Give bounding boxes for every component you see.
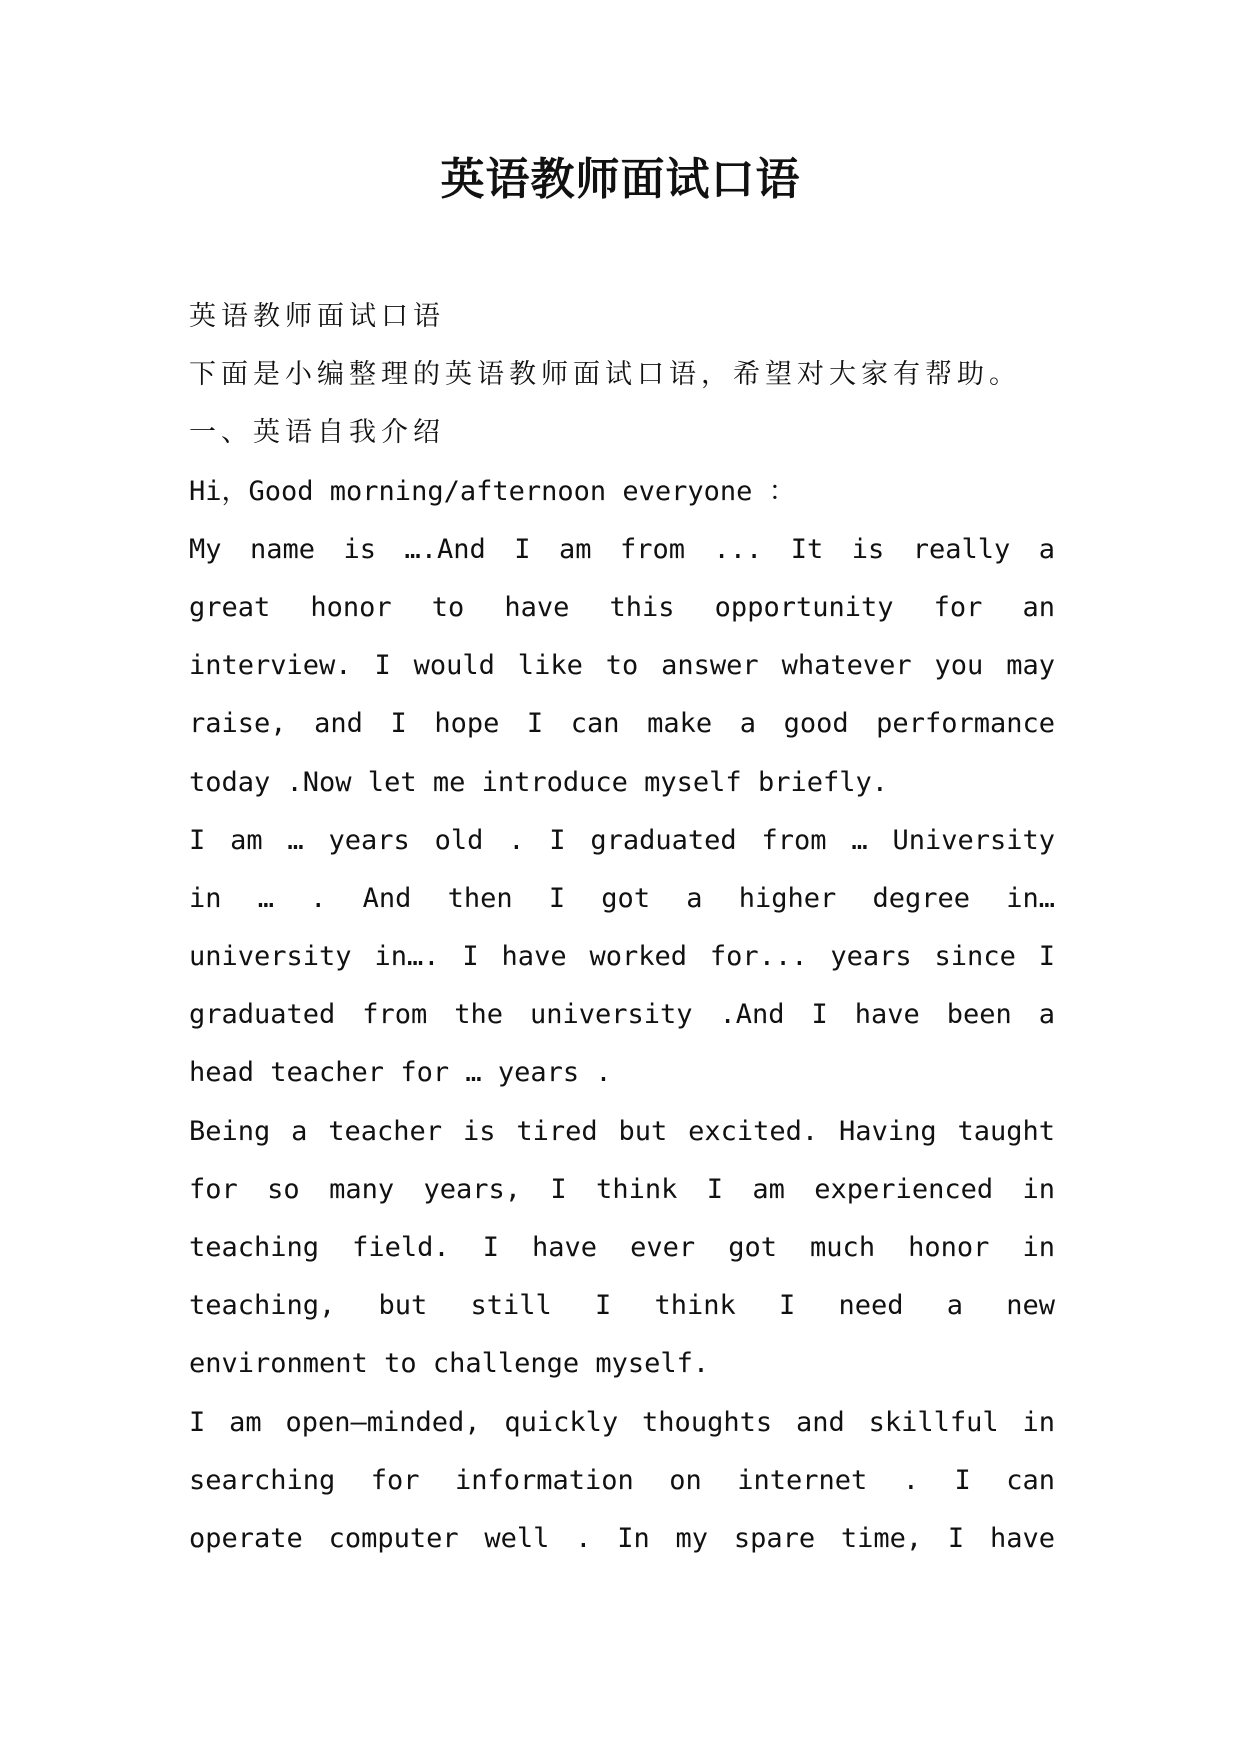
body-line: My name is ….And I am from ... It is really a: [189, 533, 1055, 565]
body-line: great honor to have this opportunity for an: [189, 591, 1055, 623]
body-line: 一、英语自我介绍: [189, 417, 445, 449]
body-line: 下面是小编整理的英语教师面试口语，希望对大家有帮助。: [189, 359, 1021, 391]
document-body: [189, 288, 1055, 1568]
body-line: environment to challenge myself.: [189, 1348, 710, 1380]
body-line: I am open—minded, quickly thoughts and skillful in: [189, 1406, 1055, 1438]
body-line: for so many years, I think I am experienced in: [189, 1173, 1055, 1205]
body-line: head teacher for … years .: [189, 1057, 612, 1089]
body-line: operate computer well . In my spare time, I have: [189, 1522, 1055, 1554]
body-line: I am … years old . I graduated from … University: [189, 824, 1055, 856]
body-line: interview. I would like to answer whatever you may: [189, 650, 1055, 682]
body-line: 英语教师面试口语: [189, 301, 445, 332]
document-title: 英语教师面试口语: [440, 154, 801, 205]
body-line: Hi，Good morning/afternoon everyone ：: [189, 475, 796, 507]
body-line: raise, and I hope I can make a good performance: [189, 708, 1055, 740]
body-line: graduated from the university .And I have been a: [189, 999, 1055, 1031]
body-line: teaching, but still I think I need a new: [189, 1290, 1055, 1322]
body-line: Being a teacher is tired but excited. Having taught: [189, 1115, 1055, 1147]
body-line: teaching field. I have ever got much honor in: [189, 1232, 1055, 1263]
body-line: searching for information on internet . I can: [189, 1464, 1055, 1496]
body-line: in … . And then I got a higher degree in…: [189, 882, 1055, 914]
body-line: university in…. I have worked for... years since I: [189, 941, 1055, 973]
body-line: today .Now let me introduce myself briefly.: [189, 766, 888, 798]
